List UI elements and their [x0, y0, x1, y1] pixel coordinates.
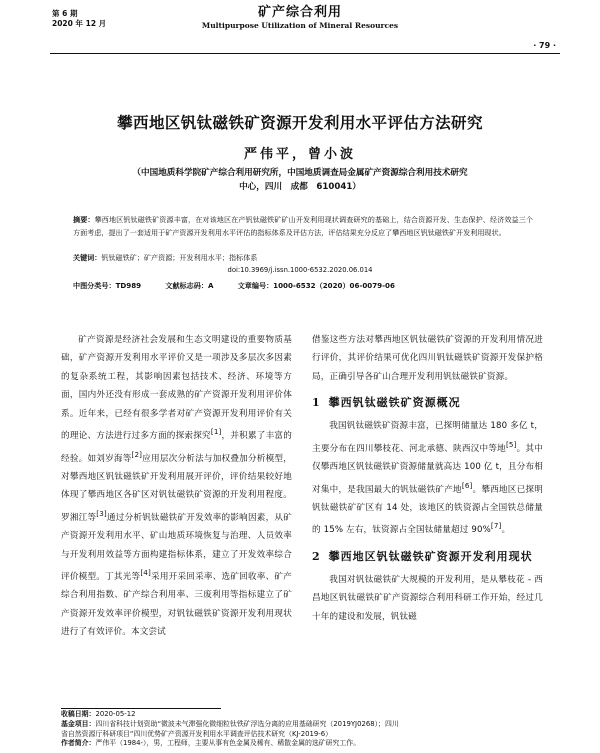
citation-ref: [5]: [505, 439, 517, 449]
citation-ref: [4]: [140, 568, 151, 578]
author-affiliation: [85, 166, 515, 194]
journal-title-cn: 矿产综合利用: [257, 5, 342, 20]
footnote-author: 作者简介：严伟平（1984-），男，工程师，主要从事有色金属及稀有、稀散金属的选矿研究工作。: [61, 739, 361, 748]
issue-date: 2020 年 12 月: [52, 19, 107, 28]
body-column-left: [61, 331, 292, 642]
citation-ref: [6]: [461, 480, 473, 490]
body-column-right: [312, 331, 543, 626]
footnotes: [61, 710, 551, 749]
body-paragraph: 矿产资源是经济社会发展和生态文明建设的重要物质基础，矿产资源开发利用水平评价又是一项涉及多层次多因素的复杂系统工程，其影响因素包括技术、经济、环境等方面，国内外还没有形成一套成熟的矿产资源开发利用评价体系。近年来，已经有很多学者对矿产资源开发利用评价有关的理论、方法进行过多方面的探索探究[1]，并积累了丰富的经验。如刘岁海等[2]应用层次分析法与加权叠加分析模型，对攀西地区钒钛磁铁矿开发利用展开评价，评价结果较好地体现了攀西地区各矿区对钒钛磁铁矿资源的开发利用程度。罗湘江等[3]通过分析钒钛磁铁矿开发效率的影响因素，从矿产资源开发利用水平、矿山地质环境恢复与治理、人员效率与开发利用效益等方面构建指标体系，建立了开发效率综合评价模型。丁其光等[4]采用开采回采率、选矿回收率、矿产综合利用指数、矿产综合利用率、三废利用等指标建立了矿产资源开发效率评价模型，对钒钛磁铁矿资源开发利用现状进行了有效评价。本文尝试: [61, 335, 292, 638]
doi: doi:10.3969/j.issn.1000-6532.2020.06.014: [227, 266, 373, 274]
citation-ref: [3]: [96, 508, 107, 518]
citation-ref: [1]: [210, 427, 222, 437]
page-number: · 79 ·: [533, 41, 556, 50]
citation-ref: [2]: [131, 449, 143, 459]
citation-ref: [7]: [490, 521, 502, 531]
abstract: [73, 213, 533, 239]
journal-title-en: Multipurpose Utilization of Mineral Resources: [201, 21, 399, 30]
footnote-received: 收稿日期：2020-05-12: [61, 710, 136, 718]
header-rule: [50, 53, 560, 54]
body-paragraph: 借鉴这些方法对攀西地区钒钛磁铁矿资源的开发利用情况进行评价，其评价结果可优化四川钒钛磁铁矿资源开发保护格局，正确引导各矿山合理开发利用钒钛磁铁矿资源。: [312, 335, 543, 382]
body-paragraph: 我国钒钛磁铁矿资源丰富，已探明储量达 180 多亿 t，主要分布在四川攀枝花、河北承德、陕西汉中等地[5]。其中仅攀西地区钒钛磁铁矿资源储量就高达 100 亿 t，且分布相对集中，是我国最大的钒钛磁铁矿产地[6]。攀西地区已探明钒钛磁铁矿矿区有 14 处，该地区的铁资源占全国铁总储量的 15% 左右，钛资源占全国钛储量超过 90%[7]。: [312, 421, 543, 536]
document-code: 文献标志码：A: [165, 281, 214, 290]
article-title: 攀西地区钒钛磁铁矿资源开发利用水平评估方法研究: [117, 114, 483, 132]
header-issue-info: [52, 9, 106, 29]
body-paragraph: 我国对钒钛磁铁矿大规模的开发利用，是从攀枝花 - 西昌地区钒钛磁铁矿矿产资源综合利用科研工作开始，经过几十年的建设和发展，钒钛磁: [312, 574, 543, 622]
footnote-fund-cont: 省自然资源厅科研项目“四川优势矿产资源开发利用水平调查评估技术研究（KJ-2019-6）: [61, 729, 333, 738]
section-heading-1: 1 攀西钒钛磁铁矿资源概况: [312, 396, 461, 410]
article-authors: 严伟平，曾小波: [243, 147, 356, 162]
issue-number: 第 6 期: [52, 9, 78, 18]
clc-code: 中图分类号：TD989: [73, 281, 142, 290]
section-heading-2: 2 攀西地区钒钛磁铁矿资源开发利用现状: [312, 549, 533, 563]
abstract-text: 攀西地区钒钛磁铁矿资源丰富，在对该地区在产钒钛磁铁矿矿山开发利用现状调查研究的基础上，结合资源开发、生态保护、经济效益三个方面考虑，提出了一套适用于矿产资源开发利用水平评估的指标体系及评估方法，评估结果充分反应了攀西地区钒钛磁铁矿开发利用现状。: [73, 215, 534, 238]
article-number: 文章编号：1000-6532（2020）06-0079-06: [237, 281, 395, 290]
footnote-fund: 基金项目：四川省科技计划资助“微波未气滞强化微细粒钛铁矿浮选分离的应用基础研究（2019YJ0268）；四川: [61, 719, 399, 728]
header-journal: [170, 5, 430, 31]
abstract-label: 摘要：: [73, 215, 95, 224]
keywords-label: 关键词：: [73, 253, 102, 262]
classification-line: [73, 281, 543, 291]
keywords: [73, 252, 533, 264]
footnote-rule: [61, 708, 221, 709]
affiliation-line-2: 中心，四川 成都 610041）: [239, 182, 361, 192]
keywords-text: 钒钛磁铁矿；矿产资源；开发利用水平；指标体系: [101, 253, 258, 262]
affiliation-line-1: （中国地质科学院矿产综合利用研究所，中国地质调查局金属矿产资源综合利用技术研究: [132, 168, 468, 178]
